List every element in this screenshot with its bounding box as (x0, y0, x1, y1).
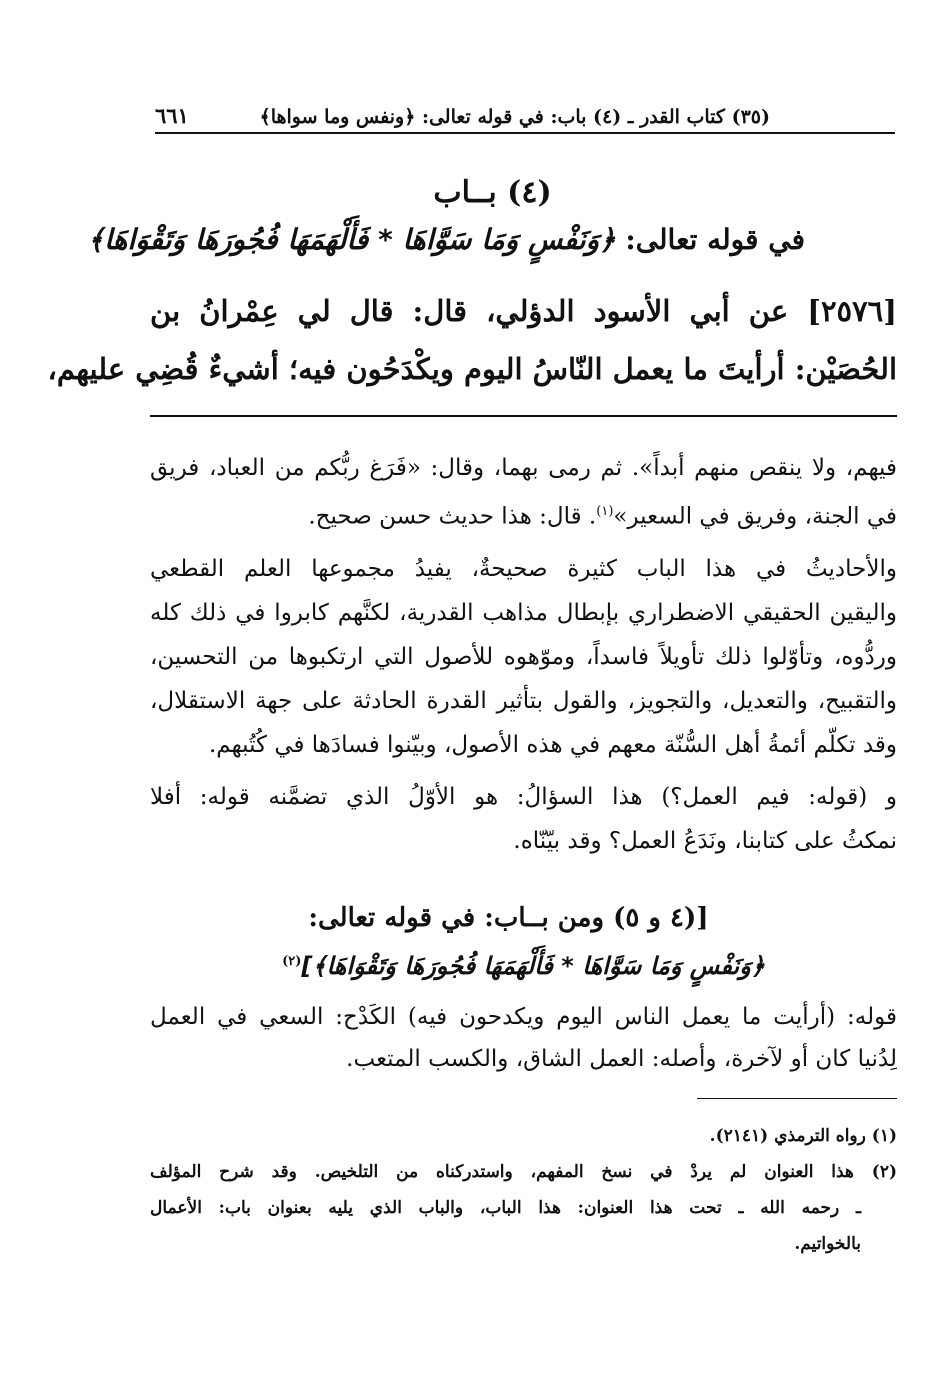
running-header (155, 98, 895, 134)
commentary-text: في الجنة، وفريق في السعير» (613, 503, 897, 530)
footnote-ref[interactable]: (٢) (282, 954, 302, 969)
chapter-title (87, 216, 805, 264)
section-verse (150, 940, 897, 988)
section-heading (150, 896, 897, 988)
commentary-line: و (قوله: فيم العمل؟) هذا السؤالُ: هو الأوّلُ الذي تضمَّنه قوله: أفلا (150, 783, 897, 810)
chapter-number: (٤) بــاب (433, 175, 552, 210)
footnote-1: (١) رواه الترمذي (٢١٤١). (709, 1126, 897, 1146)
section-line: قوله: (أرأيت ما يعمل الناس اليوم ويكدحون فيه) الكَدْح: السعي في العمل (150, 1004, 897, 1030)
commentary-line: نمكثُ على كتابنا، ونَدَعُ العمل؟ وقد بيّنّاه. (513, 827, 897, 854)
section-body (150, 996, 897, 1080)
footnote-2-line: ـ رحمه الله ـ تحت هذا العنوان: هذا الباب، والباب الذي يليه بعنوان باب: الأعمال (150, 1198, 861, 1218)
hadith-line: [٢٥٧٦] عن أبي الأسود الدؤلي، قال: قال لي عِمْرانُ بن (150, 294, 897, 328)
footnote-rule (697, 1098, 897, 1099)
commentary-text: . قال: هذا حديث حسن صحيح. (308, 503, 597, 530)
footnote-2-line: بالخواتيم. (794, 1234, 861, 1254)
commentary-line: والأحاديثُ في هذا الباب كثيرة صحيحةٌ، يفيدُ مجموعها العلم القطعي (150, 555, 897, 582)
chapter-heading (87, 170, 895, 264)
footnotes (150, 1118, 897, 1262)
commentary-line: وردُّوه، وتأوّلوا ذلك تأويلاً فاسداً، وموّهوه للأصول التي ارتكبوها من التحسين، (150, 643, 897, 670)
commentary-line: فيهم، ولا ينقص منهم أبداً». ثم رمى بهما، وقال: «فَرَغ ربُّكم من العباد، فريق (150, 455, 897, 481)
chapter-title-verse: ﴿وَنَفْسٍ وَمَا سَوَّاهَا * فَأَلْهَمَهَا فُجُورَهَا وَتَقْوَاهَا﴾ (87, 223, 616, 256)
running-title: (٣٥) كتاب القدر ـ (٤) باب: في قوله تعالى: ﴿ونفس وما سواها﴾ (259, 106, 770, 128)
commentary (150, 446, 897, 863)
hadith-line: الحُصَيْن: أرأيتَ ما يعمل النّاسُ اليوم ويكْدَحُون فيه؛ أشيءٌ قُضِي عليهم، (47, 352, 897, 386)
page-number: ٦٦١ (155, 103, 189, 128)
section-title: [(٤ و ٥) ومن بــاب: في قوله تعالى: (308, 903, 709, 933)
commentary-line (150, 490, 897, 539)
section-verse-text: ﴿وَنَفْسٍ وَمَا سَوَّاهَا * فَأَلْهَمَهَا فُجُورَهَا وَتَقْوَاهَا﴾] (301, 952, 765, 980)
hadith-text (47, 282, 897, 398)
separator-rule (150, 415, 897, 417)
commentary-line: والتقبيح، والتعديل، والتجويز، والقول بتأثير القدرة الحادثة على جهة الاستقلال، (150, 687, 897, 714)
commentary-line: وقد تكلّم أئمةُ أهل السُّنّة معهم في هذه الأصول، وبيّنوا فسادَها في كُتُبهم. (208, 731, 897, 758)
chapter-title-prefix: في قوله تعالى: (625, 223, 805, 256)
commentary-line: واليقين الحقيقي الاضطراري بإبطال مذاهب القدرية، لكنَّهم كابروا في ذلك كله (150, 599, 897, 626)
section-line: لِدُنيا كان أو لآخرة، وأصله: العمل الشاق، والكسب المتعب. (346, 1046, 897, 1072)
footnote-ref[interactable]: (١) (596, 504, 614, 519)
footnote-2-line: (٢) هذا العنوان لم يردْ في نسخ المفهم، واستدركناه من التلخيص. وقد شرح المؤلف (150, 1162, 897, 1182)
